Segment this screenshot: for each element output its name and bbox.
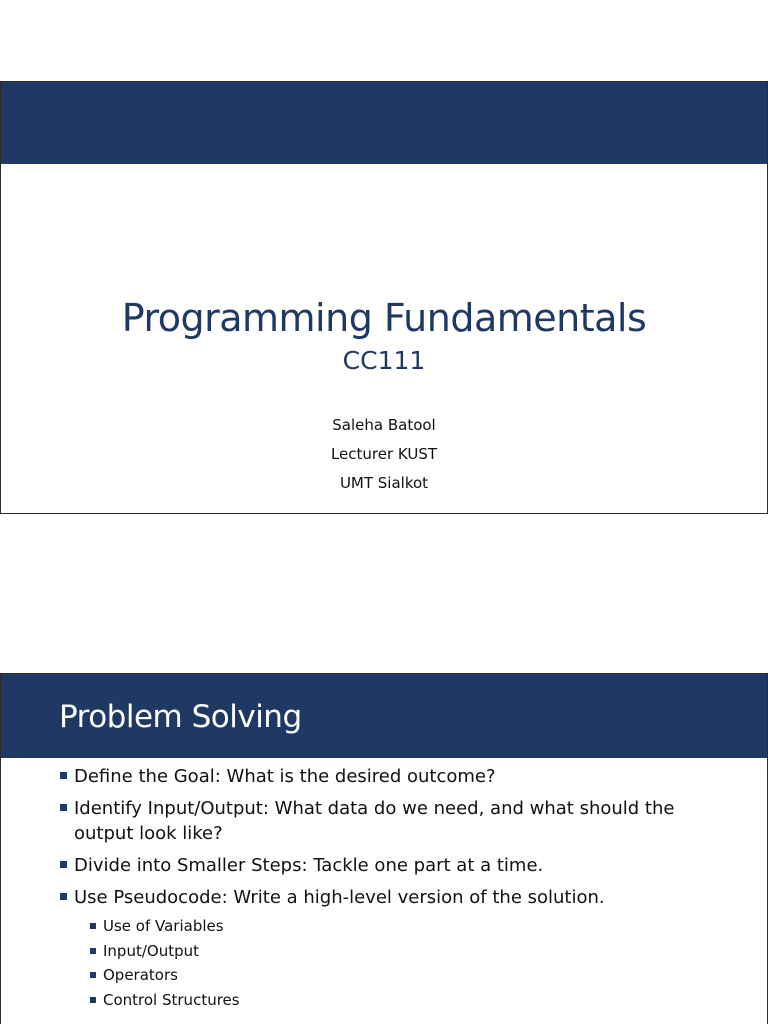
square-bullet-icon (60, 861, 67, 868)
square-bullet-icon (90, 948, 96, 954)
bullet-text: Define the Goal: What is the desired outcome? (74, 766, 496, 787)
square-bullet-icon (90, 972, 96, 978)
bullet-item (1, 796, 767, 846)
square-bullet-icon (90, 923, 96, 929)
slide-1-header-band (1, 82, 767, 164)
sub-bullet-item (1, 963, 767, 988)
square-bullet-icon (60, 772, 67, 779)
sub-bullet-item (1, 988, 767, 1013)
sub-bullet-text: Input/Output (103, 941, 199, 960)
slide-2-bullet-list (1, 764, 767, 1012)
bullet-text: Use Pseudocode: Write a high-level version of the solution. (74, 887, 605, 908)
bullet-text: Divide into Smaller Steps: Tackle one part at a time. (74, 855, 544, 876)
bullet-text: Identify Input/Output: What data do we need, and what should the output look like? (74, 798, 675, 844)
slide-2 (0, 673, 768, 1024)
slide-1-subtitle: CC111 (342, 346, 426, 375)
sub-bullet-container (1, 914, 767, 1012)
square-bullet-icon (90, 997, 96, 1003)
sub-bullet-list (1, 914, 767, 1012)
slide-1-title: Programming Fundamentals (121, 296, 647, 340)
sub-bullet-item (1, 914, 767, 939)
square-bullet-icon (60, 804, 67, 811)
sub-bullet-item (1, 939, 767, 964)
sub-bullet-text: Operators (103, 966, 178, 984)
square-bullet-icon (60, 893, 67, 900)
bullet-item (1, 853, 767, 878)
sub-bullet-text: Use of Variables (103, 917, 224, 935)
author-institution: UMT Sialkot (339, 474, 429, 492)
slide-1-author-block (1, 415, 767, 502)
bullet-item (1, 885, 767, 910)
author-position: Lecturer KUST (330, 445, 438, 463)
slide-2-header-band (1, 674, 767, 758)
slide-2-title: Problem Solving (59, 699, 302, 735)
slide-1 (0, 81, 768, 514)
sub-bullet-text: Control Structures (103, 990, 240, 1009)
bullet-item (1, 764, 767, 789)
author-name: Saleha Batool (332, 416, 436, 434)
